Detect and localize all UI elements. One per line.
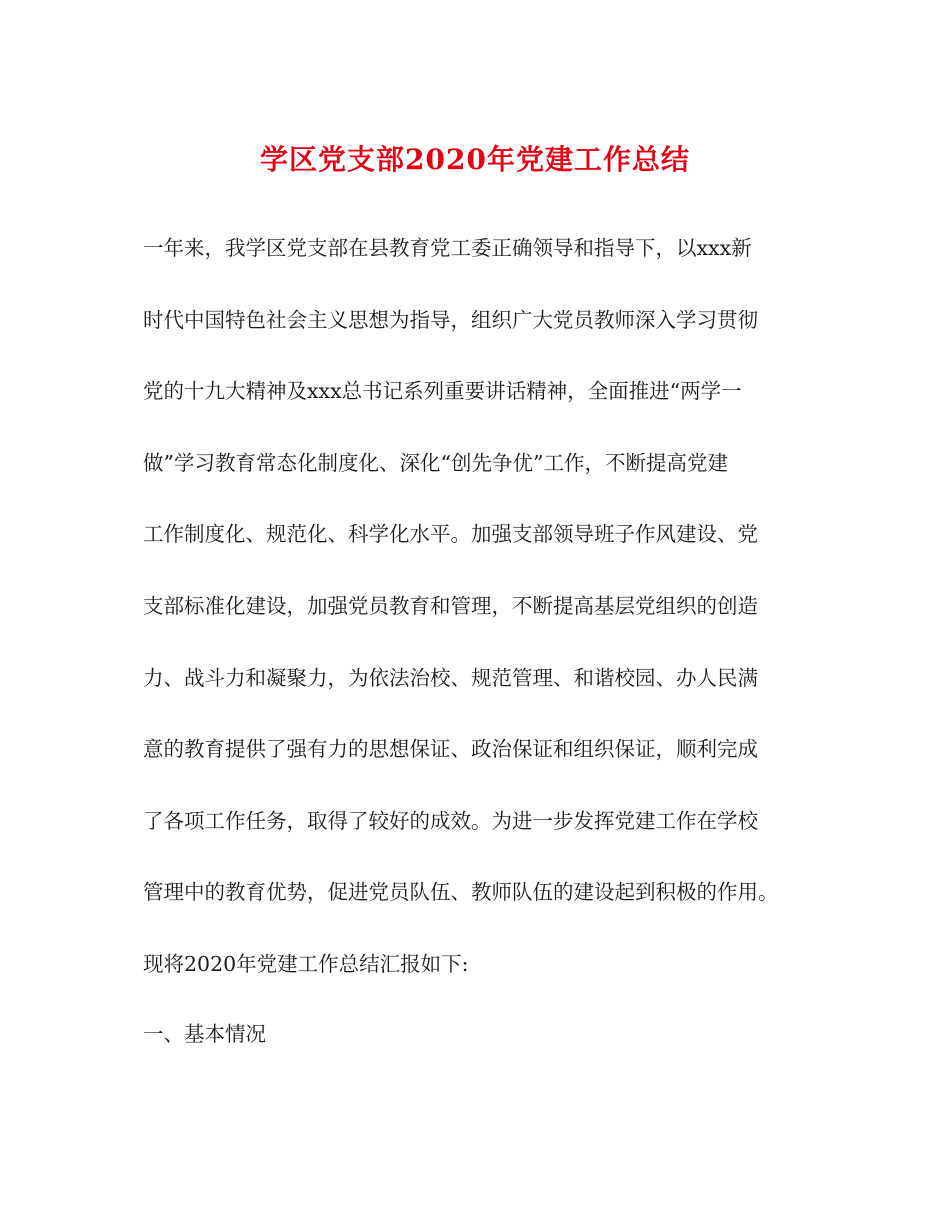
paragraph-line: 支部标准化建设，加强党员教育和管理，不断提高基层党组织的创造	[143, 594, 758, 618]
section-heading: 一、基本情况	[143, 1022, 266, 1046]
paragraph-line: 做”学习教育常态化制度化、深化“创先争优”工作，不断提高党建	[143, 451, 728, 475]
document-title: 学区党支部2020年党建工作总结	[260, 143, 690, 176]
closing-line: 现将2020年党建工作总结汇报如下:	[143, 952, 469, 976]
paragraph-line: 意的教育提供了强有力的思想保证、政治保证和组织保证，顺利完成	[143, 737, 758, 761]
paragraph-line: 了各项工作任务，取得了较好的成效。为进一步发挥党建工作在学校	[143, 809, 758, 833]
paragraph-line: 工作制度化、规范化、科学化水平。加强支部领导班子作风建设、党	[143, 522, 758, 546]
paragraph-line: 党的十九大精神及xxx总书记系列重要讲话精神，全面推进“两学一	[143, 379, 742, 403]
paragraph-line: 力、战斗力和凝聚力，为依法治校、规范管理、和谐校园、办人民满	[143, 666, 758, 690]
paragraph-line: 一年来，我学区党支部在县教育党工委正确领导和指导下，以xxx新	[143, 236, 752, 260]
paragraph-line: 管理中的教育优势，促进党员队伍、教师队伍的建设起到积极的作用。	[143, 880, 779, 904]
paragraph-line: 时代中国特色社会主义思想为指导，组织广大党员教师深入学习贯彻	[143, 308, 758, 332]
